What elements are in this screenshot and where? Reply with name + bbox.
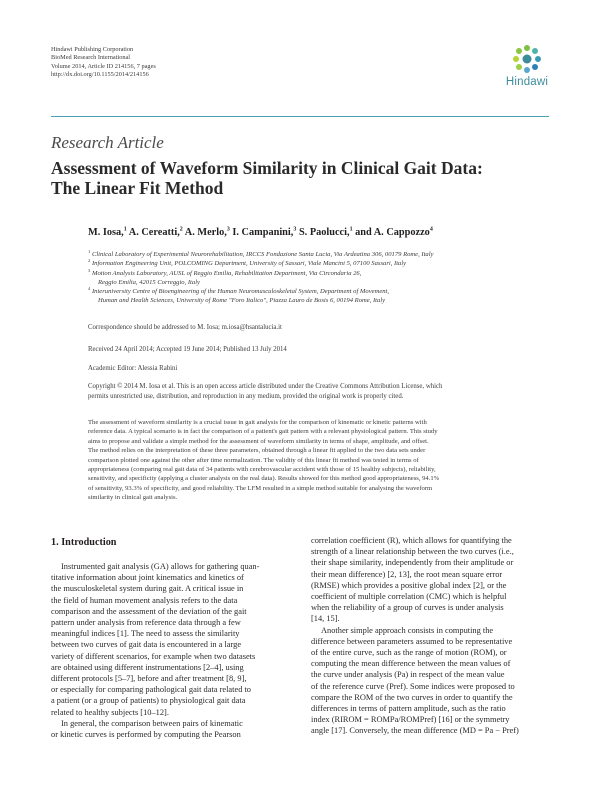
author-list [88,227,433,238]
abstract-line: The method relies on the interpretation of these three parameters, obtained through a linear fit applied to the two data sets under [88,447,426,455]
journal-metadata [51,46,156,79]
body-line: index (RIROM = ROMPa/ROMPref) [16] or the symmetry [311,715,510,725]
body-line: Another simple approach consists in computing the [321,625,494,635]
abstract-line: sensitivity, and specificity (applying a cluster analysis on the real data). Results showed for this method good appropriateness, 94.1% [88,475,440,483]
body-line: are obtained using different instrumentations [2–4], using [51,662,244,672]
author: M. Iosa,$^1$ [88,226,127,238]
copyright-line: permits unrestricted use, distribution, and reproduction in any medium, provided the original work is properly cited. [88,392,404,400]
body-line: [14, 15]. [311,614,340,624]
body-line: between two curves of gait data is encountered in a large [51,640,242,650]
body-line: titative information about joint kinematics and kinetics of [51,573,244,583]
article-type: Research Article [51,133,164,152]
body-line: the curve under analysis (Pa) in respect of the mean value [311,670,505,680]
body-line: compare the ROM of the two curves in order to quantify the [311,692,513,702]
body-line: the musculoskeletal system during gait. A critical issue in [51,584,244,594]
affiliation-4-cont: Human and Health Sciences, University of Rome "Foro Italico", Piazza Lauro de Bosis 6, 00194 Rome, Italy [98,297,386,305]
body-line: correlation coefficient (R), which allows for quantifying the [311,536,512,545]
abstract-line: reference data. A typical scenario is in fact the comparison of a patient's gait pattern with a relevant physiological pattern. This study [88,428,438,436]
logo-text: Hindawi [505,76,549,88]
body-line: of the entire curve, such as the range of motion (ROM), or [311,648,507,658]
section-heading: 1. Introduction [51,537,117,548]
affiliation-3: $^3$ Motion Analysis Laboratory, AUSL of Reggio Emilia, Rehabilitation Department, Via Circondaria 26, [88,267,362,277]
copyright-notice [88,382,550,401]
body-line: the field of human movement analysis refers to the data [51,595,238,605]
doi-link[interactable]: http://dx.doi.org/10.1155/2014/214156 [51,70,149,78]
academic-editor: Academic Editor: Alessia Rabini [88,365,178,372]
body-line: differences in terms of pattern amplitude, such as the ratio [311,704,506,714]
abstract-line: appropriateness (comparing real gait data of 34 patients with cerebrovascular accident with those of 15 healthy subjects), reliability, [88,466,436,474]
body-line: of the reference curve (Pref). Some indices were proposed to [311,681,515,691]
hindawi-logo [497,44,557,88]
body-line: comparison and the assessment of the deviation of the gait [51,606,247,616]
body-line: Instrumented gait analysis (GA) allows for gathering quan- [61,562,260,571]
right-column [311,535,551,737]
body-line: pattern under analysis from reference data through a few [51,618,241,628]
abstract-line: similarity in clinical gait analysis. [88,494,178,502]
author: A. Merlo,$^3$ [184,226,230,238]
left-column [51,561,291,740]
body-line: difference between parameters assumed to be representative [311,636,513,646]
body-line: variety of different scenarios, for example when two datasets [51,651,256,661]
body-line: In general, the comparison between pairs of kinematic [61,718,243,728]
volume-info: Volume 2014, Article ID 214156, 7 pages [51,62,156,70]
body-line: their mean difference) [2, 13], the root mean square error [311,569,503,579]
affiliation-2: $^2$ Information Engineering Unit, POLCOMING Department, University of Sassari, Viale Mancini 5, 07100 Sassari, Italy [88,258,407,268]
affiliation-4: $^4$ Interuniversity Centre of Bioengineering of the Human Neuromusculoskeletal System, Department of Movement, [88,286,390,296]
affiliations [88,250,558,306]
author: A. Cereatti,$^2$ [128,226,183,238]
affiliation-1: $^1$ Clinical Laboratory of Experimental Neurorehabilitation, IRCCS Fondazione Santa Lucia, Via Ardeatina 306, 00179 Rome, Italy [88,248,434,258]
hindawi-logo-icon [512,44,542,74]
publisher: Hindawi Publishing Corporation [51,46,134,53]
body-line: different protocols [5–7], before and after treatment [8, 9], [51,674,247,684]
title-line: The Linear Fit Method [51,178,224,198]
body-line: their shape similarity, independently from their amplitude or [311,558,514,568]
body-line: when the reliability of a group of curves is under analysis [311,603,504,613]
body-line: angle [17]. Conversely, the mean difference (MD = Pa − Pref) [311,726,519,736]
correspondence[interactable]: Correspondence should be addressed to M. Iosa; m.iosa@hsantalucia.it [88,324,282,331]
abstract [88,418,550,503]
author: S. Paolucci,$^1$ [298,226,353,238]
body-line: strength of a linear relationship between the two curves (i.e., [311,547,514,557]
author: I. Campanini,$^3$ [232,226,297,238]
body-line: or kinetic curves is performed by computing the Pearson [51,730,241,740]
publication-dates: Received 24 April 2014; Accepted 19 June 2014; Published 13 July 2014 [88,346,287,353]
body-line: a patient (or a group of patients) to physiological gait data [51,696,246,706]
abstract-line: comparison plotted one against the other after time normalization. The validity of this linear fit method was tested in terms of [88,456,419,464]
author: and A. Cappozzo$^4$ [355,226,433,238]
header-rule [51,116,549,117]
abstract-line: of sensitivity, 93.3% of specificity, and good reliability. The LFM resulted in a simple method suitable for analysing the waveform [88,484,433,492]
affiliation-3-cont: Reggio Emilia, 42015 Correggio, Italy [98,278,200,286]
abstract-line: aims to propose and validate a simple method for the assessment of waveform similarity in terms of shape, amplitude, and offset. [88,437,429,445]
body-line: related to healthy subjects [10–12]. [51,707,169,717]
journal-name: BioMed Research International [51,54,131,62]
body-line: computing the mean difference between the mean values of [311,659,511,669]
body-line: or especially for comparing pathological gait data related to [51,685,251,695]
abstract-line: The assessment of waveform similarity is a crucial issue in gait analysis for the comparison of kinematic or kinetic patterns with [88,419,427,426]
body-line: meaningful indices [1]. The need to assess the similarity [51,629,240,639]
copyright-line: Copyright © 2014 M. Iosa et al. This is an open access article distributed under the Creative Commons Attribution License, which [88,383,443,390]
body-line: coefficient of multiple correlation (CMC) which is helpful [311,592,507,602]
paper-title [51,158,551,198]
body-line: (RMSE) which provides a positive global index [2], or the [311,580,507,590]
title-line: Assessment of Waveform Similarity in Clinical Gait Data: [51,158,483,178]
